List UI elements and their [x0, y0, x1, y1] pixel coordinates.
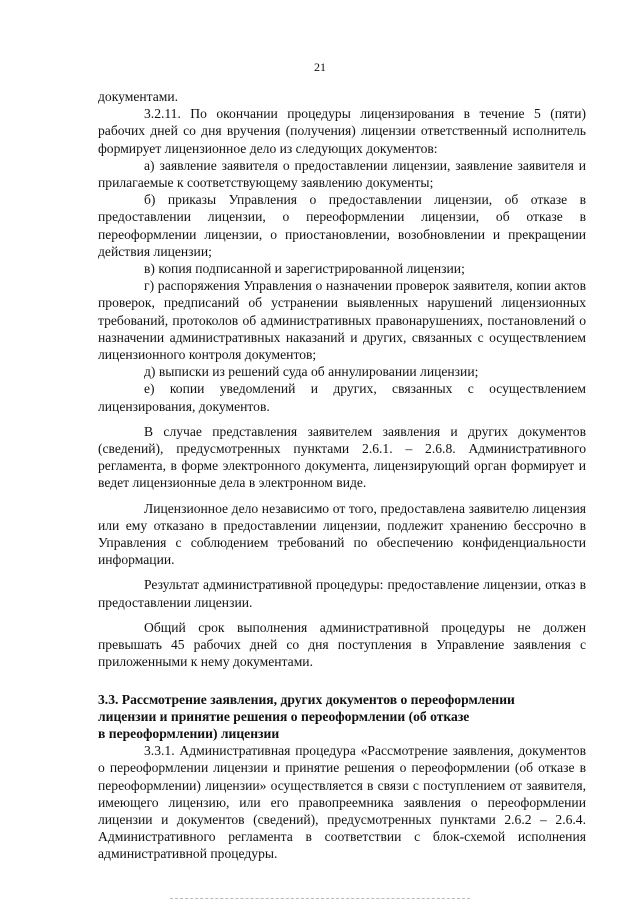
section-heading-3-3	[98, 691, 586, 743]
heading-line-3: в переоформлении) лицензии	[98, 725, 280, 741]
paragraph-continuation: документами.	[98, 89, 179, 104]
page-number: 21	[314, 60, 326, 74]
list-item-v: в) копия подписанной и зарегистрированной лицензии;	[144, 261, 465, 277]
paragraph-result: Результат административной процедуры: предоставление лицензии, отказ в предоставлении лицензии.	[98, 577, 586, 610]
scan-artifact-line	[170, 898, 470, 901]
paragraph-storage: Лицензионное дело независимо от того, предоставлена заявителю лицензия или ему отказано в предоставлении лицензии, подлежит хранению бессрочно в Управления с соблюдением требований по обеспечению конфиденциальности информации.	[98, 500, 586, 568]
paragraph-electronic-case: В случае представления заявителем заявления и других документов (сведений), предусмотренных пунктами 2.6.1. – 2.6.8. Административного регламента, в форме электронного документа, лицензирующий орган формирует и ведет лицензионные дела в электронном виде.	[98, 423, 586, 491]
heading-line-2: лицензии и принятие решения о переоформлении (об отказе	[98, 708, 470, 724]
list-item-d: д) выписки из решений суда об аннулировании лицензии;	[144, 364, 479, 380]
heading-line-1: 3.3. Рассмотрение заявления, других документов о переоформлении	[98, 691, 515, 707]
paragraph-3-3-1: 3.3.1. Административная процедура «Рассмотрение заявления, документов о переоформлении лицензии и принятие решения о переоформлении (об отказе в переоформлении) лицензии» осуществляется в связи с поступлением от заявителя, имеющего лицензию, или его правопреемника заявления о переоформлении лицензии и документов (сведений), предусмотренных пунктами 2.6.2 – 2.6.4. Административного регламента в соответствии с блок-схемой исполнения административной процедуры.	[98, 743, 586, 862]
paragraph-term: Общий срок выполнения административной процедуры не должен превышать 45 рабочих дней со дня поступления в Управление заявления с приложенными к нему документами.	[98, 619, 586, 670]
list-item-a: а) заявление заявителя о предоставлении лицензии, заявление заявителя и прилагаемые к соответствующему заявлению документы;	[98, 157, 586, 191]
paragraph-3-2-11: 3.2.11. По окончании процедуры лицензирования в течение 5 (пяти) рабочих дней со дня вручения (получения) лицензии ответственный исполнитель формирует лицензионное дело из следующих документов:	[98, 106, 586, 156]
list-item-b: б) приказы Управления о предоставлении лицензии, об отказе в предоставлении лицензии, о переоформлении лицензии, об отказе в переоформлении лицензии, о приостановлении, возобновлении и прекращении действия лицензии;	[98, 192, 586, 259]
document-body	[98, 88, 586, 863]
list-item-g: г) распоряжения Управления о назначении проверок заявителя, копии актов проверок, предписаний об устранении выявленных нарушений лицензионных требований, протоколов об административных правонарушениях, постановлений о назначении административных наказаний и других, связанных с осуществлением лицензионного контроля документов;	[98, 278, 586, 363]
list-item-e: е) копии уведомлений и других, связанных с осуществлением лицензирования, документов.	[98, 381, 586, 414]
